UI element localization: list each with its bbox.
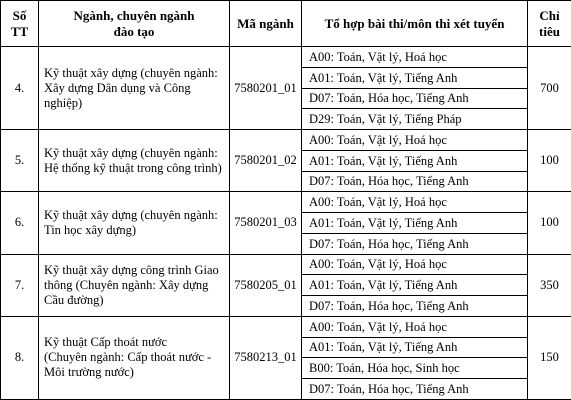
table-row xyxy=(1,254,571,275)
row-stt: 4. xyxy=(1,47,39,130)
program-line: Hệ thống kỹ thuật trong công trình) xyxy=(44,160,222,175)
combo-cell: A00: Toán, Vật lý, Hoá học xyxy=(302,254,528,275)
combo-cell: A00: Toán, Vật lý, Hoá học xyxy=(302,192,528,213)
program-line: Kỹ thuật Cấp thoát nước xyxy=(44,335,168,350)
combo-cell: A01: Toán, Vật lý, Tiếng Anh xyxy=(302,275,528,296)
row-program xyxy=(39,47,230,130)
program-line: Kỹ thuật xây dựng (chuyên ngành: xyxy=(44,65,218,80)
program-line: Môi trường nước) xyxy=(44,365,134,380)
row-stt: 7. xyxy=(1,254,39,316)
table-row xyxy=(1,192,571,213)
row-code: 7580201_03 xyxy=(230,192,302,254)
header-quota xyxy=(528,1,571,47)
row-code: 7580205_01 xyxy=(230,254,302,316)
combo-cell: A01: Toán, Vật lý, Tiếng Anh xyxy=(302,67,528,88)
header-program-line1: Ngành, chuyên ngành xyxy=(73,7,195,23)
row-program xyxy=(39,254,230,316)
program-line: Cầu đường) xyxy=(44,292,104,307)
row-quota: 100 xyxy=(528,130,571,192)
header-program xyxy=(39,1,230,47)
row-quota: 350 xyxy=(528,254,571,316)
header-program-line2: đào tạo xyxy=(113,23,155,39)
row-code: 7580201_02 xyxy=(230,130,302,192)
header-combos: Tổ hợp bài thi/môn thi xét tuyển xyxy=(302,1,528,47)
combo-cell: A01: Toán, Vật lý, Tiếng Anh xyxy=(302,213,528,234)
row-code: 7580201_01 xyxy=(230,47,302,130)
program-line: Tin học xây dựng) xyxy=(44,222,137,237)
combo-cell: A01: Toán, Vật lý, Tiếng Anh xyxy=(302,337,528,358)
table-row xyxy=(1,130,571,151)
row-stt: 5. xyxy=(1,130,39,192)
combo-cell: A00: Toán, Vật lý, Hoá học xyxy=(302,316,528,337)
row-program xyxy=(39,130,230,192)
row-quota: 100 xyxy=(528,192,571,254)
table-row xyxy=(1,47,571,68)
table-body xyxy=(1,47,571,400)
combo-cell: D07: Toán, Hóa học, Tiếng Anh xyxy=(302,296,528,317)
row-stt: 6. xyxy=(1,192,39,254)
header-quota-line2: tiêu xyxy=(539,23,560,39)
program-line: Kỹ thuật xây dựng công trình Giao xyxy=(44,262,219,277)
combo-cell: D29: Toán, Vật lý, Tiếng Pháp xyxy=(302,109,528,130)
header-stt-line2: TT xyxy=(10,23,29,39)
combo-cell: A00: Toán, Vật lý, Hoá học xyxy=(302,47,528,68)
program-line: Xây dựng Dân dụng và Công xyxy=(44,80,191,95)
row-program xyxy=(39,192,230,254)
program-line: thông (Chuyên ngành: Xây dựng xyxy=(44,277,209,292)
row-quota: 150 xyxy=(528,316,571,399)
header-quota-line1: Chỉ xyxy=(539,7,560,23)
program-line: (Chuyên ngành: Cấp thoát nước - xyxy=(44,350,212,365)
row-program xyxy=(39,316,230,399)
program-line: nghiệp) xyxy=(44,95,83,110)
program-line: Kỹ thuật xây dựng (chuyên ngành: xyxy=(44,207,218,222)
program-line: Kỹ thuật xây dựng (chuyên ngành: xyxy=(44,145,218,160)
header-row xyxy=(1,1,571,47)
header-stt xyxy=(1,1,39,47)
header-code: Mã ngành xyxy=(230,1,302,47)
combo-cell: B00: Toán, Hóa học, Sinh học xyxy=(302,358,528,379)
header-stt-line1: Số xyxy=(12,7,27,23)
row-code: 7580213_01 xyxy=(230,316,302,399)
combo-cell: D07: Toán, Hóa học, Tiếng Anh xyxy=(302,233,528,254)
table-row xyxy=(1,316,571,337)
combo-cell: D07: Toán, Hóa học, Tiếng Anh xyxy=(302,379,528,400)
combo-cell: D07: Toán, Hóa học, Tiếng Anh xyxy=(302,88,528,109)
combo-cell: D07: Toán, Hóa học, Tiếng Anh xyxy=(302,171,528,192)
combo-cell: A01: Toán, Vật lý, Tiếng Anh xyxy=(302,150,528,171)
row-stt: 8. xyxy=(1,316,39,399)
combo-cell: A00: Toán, Vật lý, Hoá học xyxy=(302,130,528,151)
row-quota: 700 xyxy=(528,47,571,130)
